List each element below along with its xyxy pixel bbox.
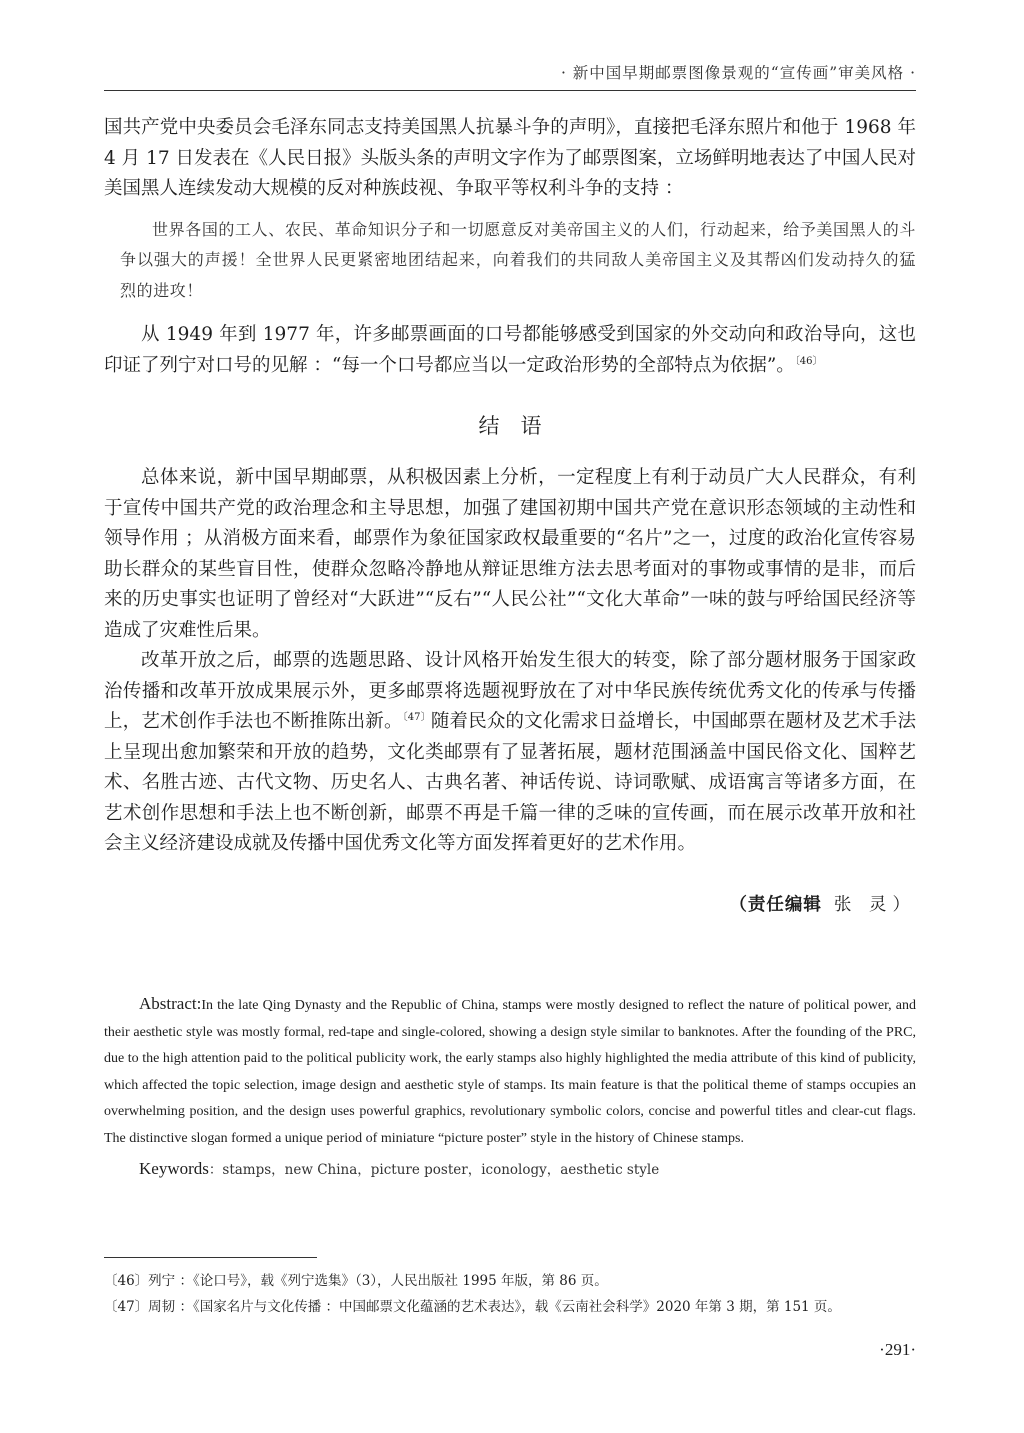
footnote-ref-47[interactable]: 〔47〕 <box>402 711 431 723</box>
paragraph-4 <box>104 646 916 860</box>
footnote-47: 〔47〕周韧 ：《国家名片与文化传播 ：中国邮票文化蕴涵的艺术表达》，载《云南社会科学》2020 年第 3 期，第 151 页。 <box>104 1299 841 1315</box>
editor-credit <box>104 890 916 920</box>
footnote-ref-46[interactable]: 〔46〕 <box>794 355 823 367</box>
section-title: 结语 <box>478 414 563 438</box>
paragraph-2-text: 从 1949 年到 1977 年，许多邮票画面的口号都能够感受到国家的外交动向和政治导向，这也印证了列宁对口号的见解 ：“每一个口号都应当以一定政治形势的全部特点为依据”。 <box>104 324 916 376</box>
abstract-text: In the late Qing Dynasty and the Republic of China, stamps were mostly designed to reflect the nature of political power, and their aesthetic style was mostly formal, red-tape and single-colored, showing a design style similar to banknotes. After the founding of the PRC, due to the high attention paid to the political publicity work, the early stamps also highly highlighted the media attribute of this kind of publicity, which affected the topic selection, image design and aesthetic style of stamps. Its main feature is that the political theme of stamps occupies an overwhelming position, and the design uses powerful graphics, revolutionary symbolic colors, concise and powerful titles and clear-cut flags. The distinctive slogan formed a unique period of miniature “picture poster” style in the history of Chinese stamps. <box>104 998 916 1146</box>
footnotes <box>104 1268 916 1320</box>
paragraph-1: 国共产党中央委员会毛泽东同志支持美国黑人抗暴斗争的声明》，直接把毛泽东照片和他于 1968 年 4 月 17 日发表在《人民日报》头版头条的声明文字作为了邮票图案，立场鲜明地表达了中国人民对美国黑人连续发动大规模的反对种族歧视、争取平等权利斗争的支持 ： <box>104 117 916 199</box>
english-abstract <box>104 991 916 1184</box>
abstract-label: Abstract: <box>139 994 202 1013</box>
paragraph-4-text-a: 改革开放之后，邮票的选题思路、设计风格开始发生很大的转变，除了部分题材服务于国家政治传播和改革开放成果展示外，更多邮票将选题视野放在了对中华民族传统优秀文化的传承与传播上，艺术创作手法也不断推陈出新。 <box>104 650 916 732</box>
editor-name: 张 灵） <box>833 894 916 915</box>
paragraph-2 <box>104 320 916 381</box>
keywords-label: Keywords <box>139 1159 209 1178</box>
running-header-title: · 新中国早期邮票图像景观的“宣传画”审美风格 · <box>560 64 916 82</box>
footnote-divider <box>104 1257 317 1258</box>
paragraph-4-text-b: 随着民众的文化需求日益增长，中国邮票在题材及艺术手法上呈现出愈加繁荣和开放的趋势，文化类邮票有了显著拓展，题材范围涵盖中国民俗文化、国粹艺术、名胜古迹、古代文物、历史名人、古典名著、神话传说、诗词歌赋、成语寓言等诸多方面，在艺术创作思想和手法上也不断创新，邮票不再是千篇一律的乏味的宣传画，而在展示改革开放和社会主义经济建设成就及传播中国优秀文化等方面发挥着更好的艺术作用。 <box>104 711 916 854</box>
paragraph-3: 总体来说，新中国早期邮票，从积极因素上分析，一定程度上有利于动员广大人民群众，有利于宣传中国共产党的政治理念和主导思想，加强了建国初期中国共产党在意识形态领域的主动性和领导作用 ；从消极方面来看，邮票作为象征国家政权最重要的“名片”之一，过度的政治化宣传容易助长群众的某些盲目性，使群众忽略冷静地从辩证思维方法去思考面对的事物或事情的是非，而后来的历史事实也证明了曾经对“大跃进”“反右”“人民公社”“文化大革命”一味的鼓与呼给国民经济等造成了灾难性后果。 <box>104 467 916 641</box>
page-number: ·291· <box>879 1340 916 1359</box>
keywords-values: ：stamps，new China，picture poster，iconology，aesthetic style <box>208 1162 660 1178</box>
footnote-46: 〔46〕列宁 ：《论口号》，载《列宁选集》（3），人民出版社 1995 年版，第 86 页。 <box>104 1273 608 1289</box>
block-quote: 世界各国的工人、农民、革命知识分子和一切愿意反对美帝国主义的人们，行动起来，给予美国黑人的斗争以强大的声援！全世界人民更紧密地团结起来，向着我们的共同敌人美帝国主义及其帮凶们发动持久的猛烈的进攻！ <box>120 219 916 300</box>
editor-label: （责任编辑 <box>729 894 822 915</box>
main-body <box>104 113 916 920</box>
running-header <box>104 58 916 91</box>
abstract-paragraph <box>104 991 916 1152</box>
keywords-line <box>104 1156 916 1184</box>
